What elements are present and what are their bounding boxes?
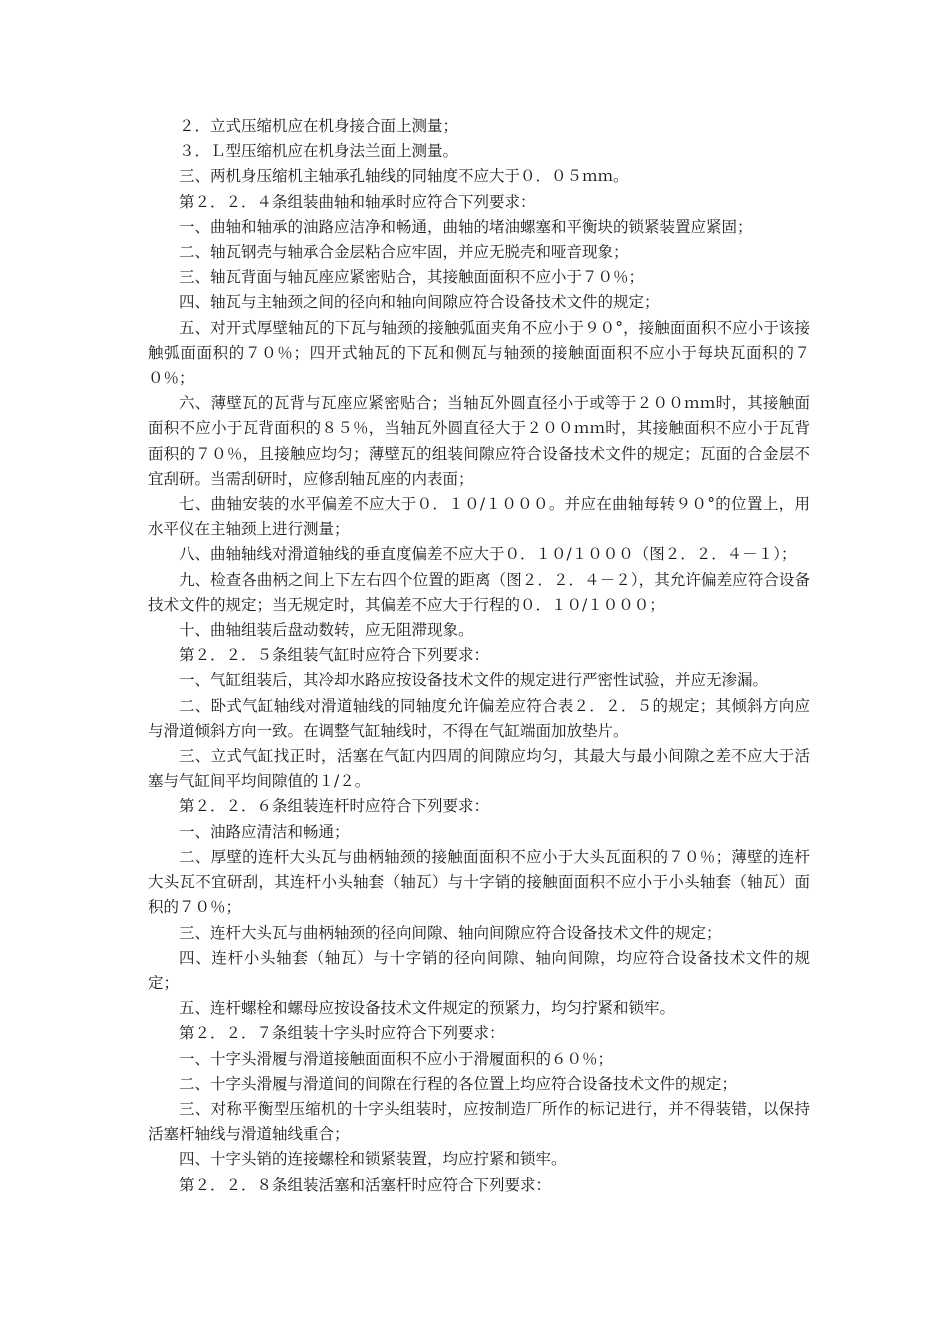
paragraph: 七、曲轴安装的水平偏差不应大于０．１０/１０００。并应在曲轴每转９０°的位置上，用水平仪在主轴颈上进行测量； bbox=[148, 495, 810, 539]
paragraph: 一、十字头滑履与滑道接触面面积不应小于滑履面积的６０％； bbox=[179, 1049, 614, 1068]
paragraph: ３．Ｌ型压缩机应在机身法兰面上测量。 bbox=[179, 142, 459, 161]
paragraph: 三、对称平衡型压缩机的十字头组装时，应按制造厂所作的标记进行，并不得装错，以保持活塞杆轴线与滑道轴线重合； bbox=[148, 1099, 810, 1144]
section-heading: 第２．２．６条组装连杆时应符合下列要求： bbox=[179, 797, 490, 816]
paragraph: 十、曲轴组装后盘动数转，应无阻滞现象。 bbox=[179, 621, 474, 640]
paragraph: 一、曲轴和轴承的油路应洁净和畅通，曲轴的堵油螺塞和平衡块的锁紧装置应紧固； bbox=[179, 217, 753, 236]
paragraph: 一、气缸组装后，其冷却水路应按设备技术文件的规定进行严密性试验，并应无渗漏。 bbox=[179, 671, 769, 690]
section-heading: 第２．２．４条组装曲轴和轴承时应符合下列要求： bbox=[179, 192, 536, 211]
paragraph: 三、立式气缸找正时，活塞在气缸内四周的间隙应均匀，其最大与最小间隙之差不应大于活塞与气缸间平均间隙值的１/２。 bbox=[148, 747, 810, 791]
paragraph: 六、薄壁瓦的瓦背与瓦座应紧密贴合；当轴瓦外圆直径小于或等于２００ｍｍ时，其接触面面积不应小于瓦背面积的８５％，当轴瓦外圆直径大于２００ｍｍ时，其接触面积不应小于瓦背面积的７０％，且接触应均匀；薄壁瓦的组装间隙应符合设备技术文件的规定；瓦面的合金层不宜刮研。当需刮研时，应修刮轴瓦座的内表面； bbox=[148, 394, 810, 488]
paragraph: 三、两机身压缩机主轴承孔轴线的同轴度不应大于０．０５ｍｍ。 bbox=[179, 167, 629, 186]
paragraph: 四、连杆小头轴套（轴瓦）与十字销的径向间隙、轴向间隙，均应符合设备技术文件的规定； bbox=[148, 948, 810, 992]
paragraph: 三、连杆大头瓦与曲柄轴颈的径向间隙、轴向间隙应符合设备技术文件的规定； bbox=[179, 923, 722, 942]
paragraph: ２．立式压缩机应在机身接合面上测量； bbox=[179, 117, 459, 135]
paragraph: 三、轴瓦背面与轴瓦座应紧密贴合，其接触面面积不应小于７０％； bbox=[179, 268, 645, 287]
paragraph: 二、厚壁的连杆大头瓦与曲柄轴颈的接触面面积不应小于大头瓦面积的７０％；薄壁的连杆大头瓦不宜研刮，其连杆小头轴套（轴瓦）与十字销的接触面面积不应小于小头轴套（轴瓦）面积的７０％； bbox=[148, 847, 810, 917]
section-heading: 第２．２．７条组装十字头时应符合下列要求： bbox=[179, 1024, 505, 1043]
paragraph: 一、油路应清洁和畅通； bbox=[179, 822, 350, 841]
paragraph: 四、十字头销的连接螺栓和锁紧装置，均应拧紧和锁牢。 bbox=[179, 1150, 567, 1169]
section-heading: 第２．２．８条组装活塞和活塞杆时应符合下列要求： bbox=[179, 1175, 552, 1194]
section-heading: 第２．２．５条组装气缸时应符合下列要求： bbox=[179, 646, 490, 665]
paragraph: 二、轴瓦钢壳与轴承合金层粘合应牢固，并应无脱壳和哑音现象； bbox=[179, 243, 629, 262]
paragraph: 五、对开式厚壁轴瓦的下瓦与轴颈的接触弧面夹角不应小于９０°，接触面面积不应小于该接触弧面面积的７０％；四开式轴瓦的下瓦和侧瓦与轴颈的接触面面积不应小于每块瓦面积的７０％； bbox=[148, 318, 810, 388]
document-body bbox=[148, 114, 810, 1198]
paragraph: 八、曲轴轴线对滑道轴线的垂直度偏差不应大于０．１０/１０００（图２．２．４－１）； bbox=[179, 545, 797, 564]
paragraph: 五、连杆螺栓和螺母应按设备技术文件规定的预紧力，均匀拧紧和锁牢。 bbox=[179, 999, 676, 1018]
paragraph: 二、十字头滑履与滑道间的间隙在行程的各位置上均应符合设备技术文件的规定； bbox=[179, 1074, 738, 1093]
paragraph: 四、轴瓦与主轴颈之间的径向和轴向间隙应符合设备技术文件的规定； bbox=[179, 293, 660, 312]
paragraph: 九、检查各曲柄之间上下左右四个位置的距离（图２．２．４－２），其允许偏差应符合设备技术文件的规定；当无规定时，其偏差不应大于行程的０．１０/１０００； bbox=[148, 570, 810, 614]
paragraph: 二、卧式气缸轴线对滑道轴线的同轴度允许偏差应符合表２．２．５的规定；其倾斜方向应与滑道倾斜方向一致。在调整气缸轴线时，不得在气缸端面加放垫片。 bbox=[148, 696, 810, 740]
